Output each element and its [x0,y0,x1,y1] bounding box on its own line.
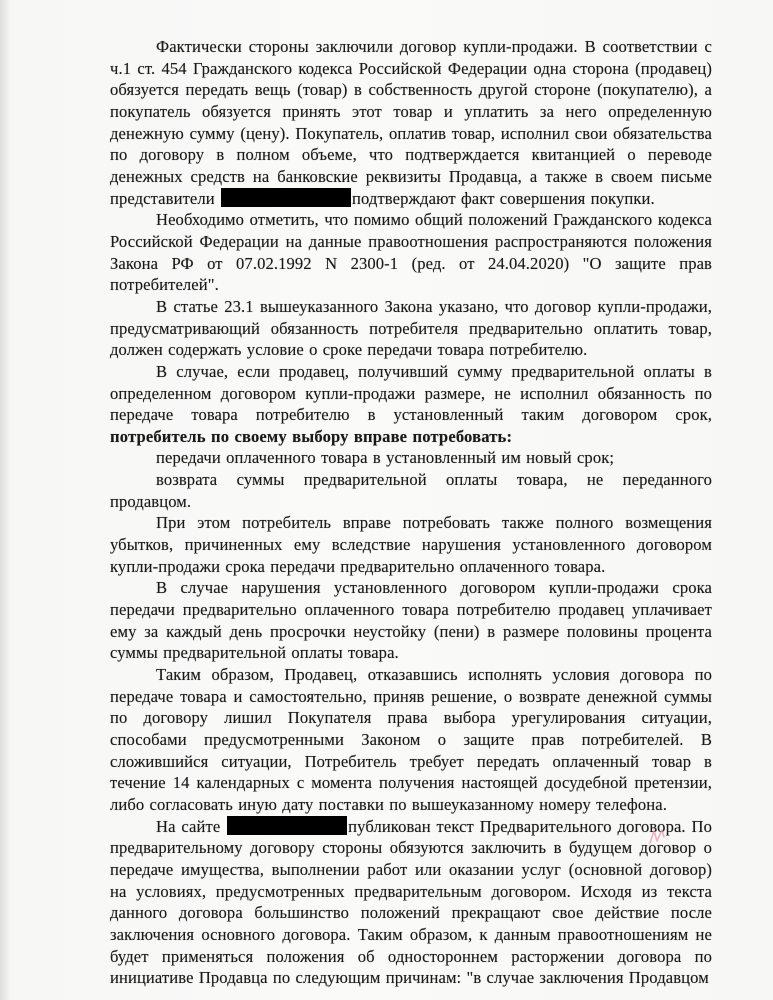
text-run: В случае нарушения установленного договором купли-продажи срока передачи предварительно оплаченного товара потребителю продавец уплачивает ему за каждый день просрочки неустойку (пени) в размере половины процента суммы предварительной оплаты товара. [110,578,712,663]
text-run: передачи оплаченного товара в установленный им новый срок; [156,448,615,468]
paragraph-seller-failure [110,361,712,448]
paragraph-damages [110,512,712,577]
text-run: При этом потребитель вправе потребовать также полного возмещения убытков, причиненных ему вследствие нарушения установленного договором купли-продажи срока передачи предварительно оплаченного товара. [110,513,712,576]
paragraph-consumer-law-applies [110,209,712,296]
paragraph-penalty [110,577,712,664]
bold-run: потребитель по своему выбору вправе потребовать: [110,426,513,446]
text-run: В случае, если продавец, получивший сумму предварительной оплаты в определенном договором купли-продажи размере, не исполнил обязанность по передаче товара потребителю в установленный таким договором срок, [110,361,712,425]
paragraph-article-23-1 [110,296,712,361]
scan-edge-shadow [0,0,10,1000]
paragraph-option-new-term [110,447,712,469]
redaction-box [227,816,347,835]
paragraph-preliminary-contract [110,816,712,989]
text-run: Таким образом, Продавец, отказавшись исполнять условия договора по передаче товара и самостоятельно, приняв решение, о возврате денежной суммы по договору лишил Покупателя права выбора урегулирования ситуации, способами предусмотренными Законом о защите прав потребителей. В сложившийся ситуации, Потребитель требует передать оплаченный товар в течение 14 календарных с момента получения настоящей досудебной претензии, либо согласовать иную дату поставки по вышеуказанному номеру телефона. [110,665,712,814]
redaction-box [221,188,351,207]
document-body [110,36,712,989]
text-run: возврата суммы предварительной оплаты товара, не переданного продавцом. [110,470,712,511]
text-run: Фактически стороны заключили договор купли-продажи. В соответствии с ч.1 ст. 454 Гражданского кодекса Российской Федерации одна сторона (продавец) обязуется передать вещь (товар) в собственность другой стороне (покупателю), а покупатель обязуется принять этот товар и уплатить за него определенную денежную сумму (цену). Покупатель, оплатив товар, исполнил свои обязательства по договору в полном объеме, что подтверждается квитанцией о переводе денежных средств на банковские реквизиты Продавца, а также в своем письме представители [110,37,712,208]
text-run: В статье 23.1 вышеуказанного Закона указано, что договор купли-продажи, предусматривающий обязанность потребителя предварительно оплатить товар, должен содержать условие о сроке передачи товара потребителю. [110,296,712,360]
text-run: публикован текст Предварительного договора. По предварительному договору стороны обязуются заключить в будущем договор о передаче имущества, выполнении работ или оказании услуг (основной договор) на условиях, предусмотренных предварительным договором. Исходя из текста данного договора большинство положений прекращают свое действие после заключения основного договора. Таким образом, к данным правоотношениям не будет применяться положения об одностороннем расторжении договора по инициативе Продавца по следующим причинам: "в случае заключения Продавцом [110,816,712,988]
text-run: подтверждают факт совершения покупки. [352,188,655,208]
paragraph-demand [110,664,712,816]
paragraph-option-refund [110,469,712,512]
paragraph-purchase-contract [110,36,712,209]
text-run: На сайте [156,816,227,836]
text-run: Необходимо отметить, что помимо общий положений Гражданского кодекса Российской Федерации на данные правоотношения распространяются положения Закона РФ от 07.02.1992 N 2300-1 (ред. от 24.04.2020) "О защите прав потребителей". [110,210,712,295]
